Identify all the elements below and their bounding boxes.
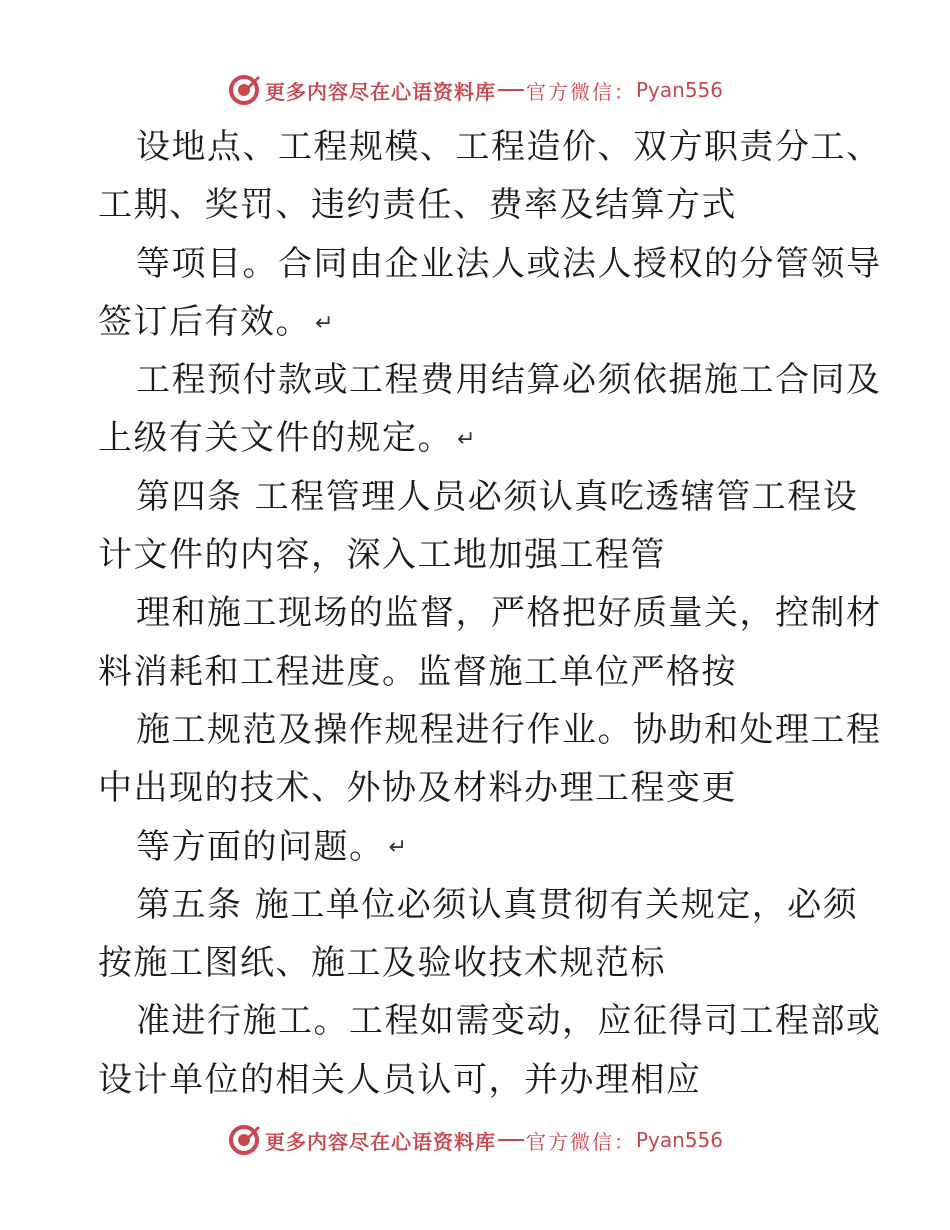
text-line: 工程预付款或工程费用结算必须依据施工合同及: [136, 360, 882, 401]
banner-official-label: 官方微信：: [525, 79, 636, 104]
document-body: [98, 118, 882, 1109]
text-line: 等项目。合同由企业法人或法人授权的分管领导: [136, 243, 882, 284]
text-line: 上级有关文件的规定。 ↵: [98, 418, 477, 459]
paragraph-mark-icon: ↵: [457, 427, 477, 453]
text-line: 中出现的技术、外协及材料办理工程变更: [98, 768, 737, 809]
text-line: 签订后有效。 ↵: [98, 301, 335, 342]
text-line: 第五条 施工单位必须认真贯彻有关规定，必须: [136, 884, 859, 925]
text-line: 工期、奖罚、违约责任、费率及结算方式: [98, 185, 737, 226]
text-line: 第四条 工程管理人员必须认真吃透辖管工程设: [136, 476, 859, 517]
pen-logo-icon: [227, 1123, 261, 1157]
paragraph-mark-icon: ↵: [315, 310, 335, 336]
text-line: 设计单位的相关人员认可，并办理相应: [98, 1059, 702, 1100]
banner-dash: [498, 1139, 524, 1141]
banner-wechat-id: Pyan556: [635, 1128, 723, 1152]
footer-banner: [0, 1120, 950, 1160]
pen-logo-icon: [227, 73, 261, 107]
text-line: 准进行施工。工程如需变动，应征得司工程部或: [136, 1001, 882, 1042]
text-line: 料消耗和工程进度。监督施工单位严格按: [98, 651, 737, 692]
text-line: 计文件的内容，深入工地加强工程管: [98, 535, 666, 576]
banner-text: 更多内容尽在心语资料库: [264, 1129, 496, 1154]
text-line: 等方面的问题。 ↵: [136, 826, 409, 867]
banner-official-label: 官方微信：: [525, 1129, 636, 1154]
text-line: 设地点、工程规模、工程造价、双方职责分工、: [136, 127, 882, 167]
banner-text: 更多内容尽在心语资料库: [264, 79, 496, 104]
banner-dash: [498, 89, 524, 91]
text-line: 按施工图纸、施工及验收技术规范标: [98, 943, 666, 984]
text-line: 理和施工现场的监督，严格把好质量关，控制材: [136, 593, 882, 634]
header-banner: [0, 70, 950, 110]
banner-wechat-id: Pyan556: [635, 78, 723, 102]
text-line: 施工规范及操作规程进行作业。协助和处理工程: [136, 709, 882, 750]
paragraph-mark-icon: ↵: [388, 835, 409, 861]
